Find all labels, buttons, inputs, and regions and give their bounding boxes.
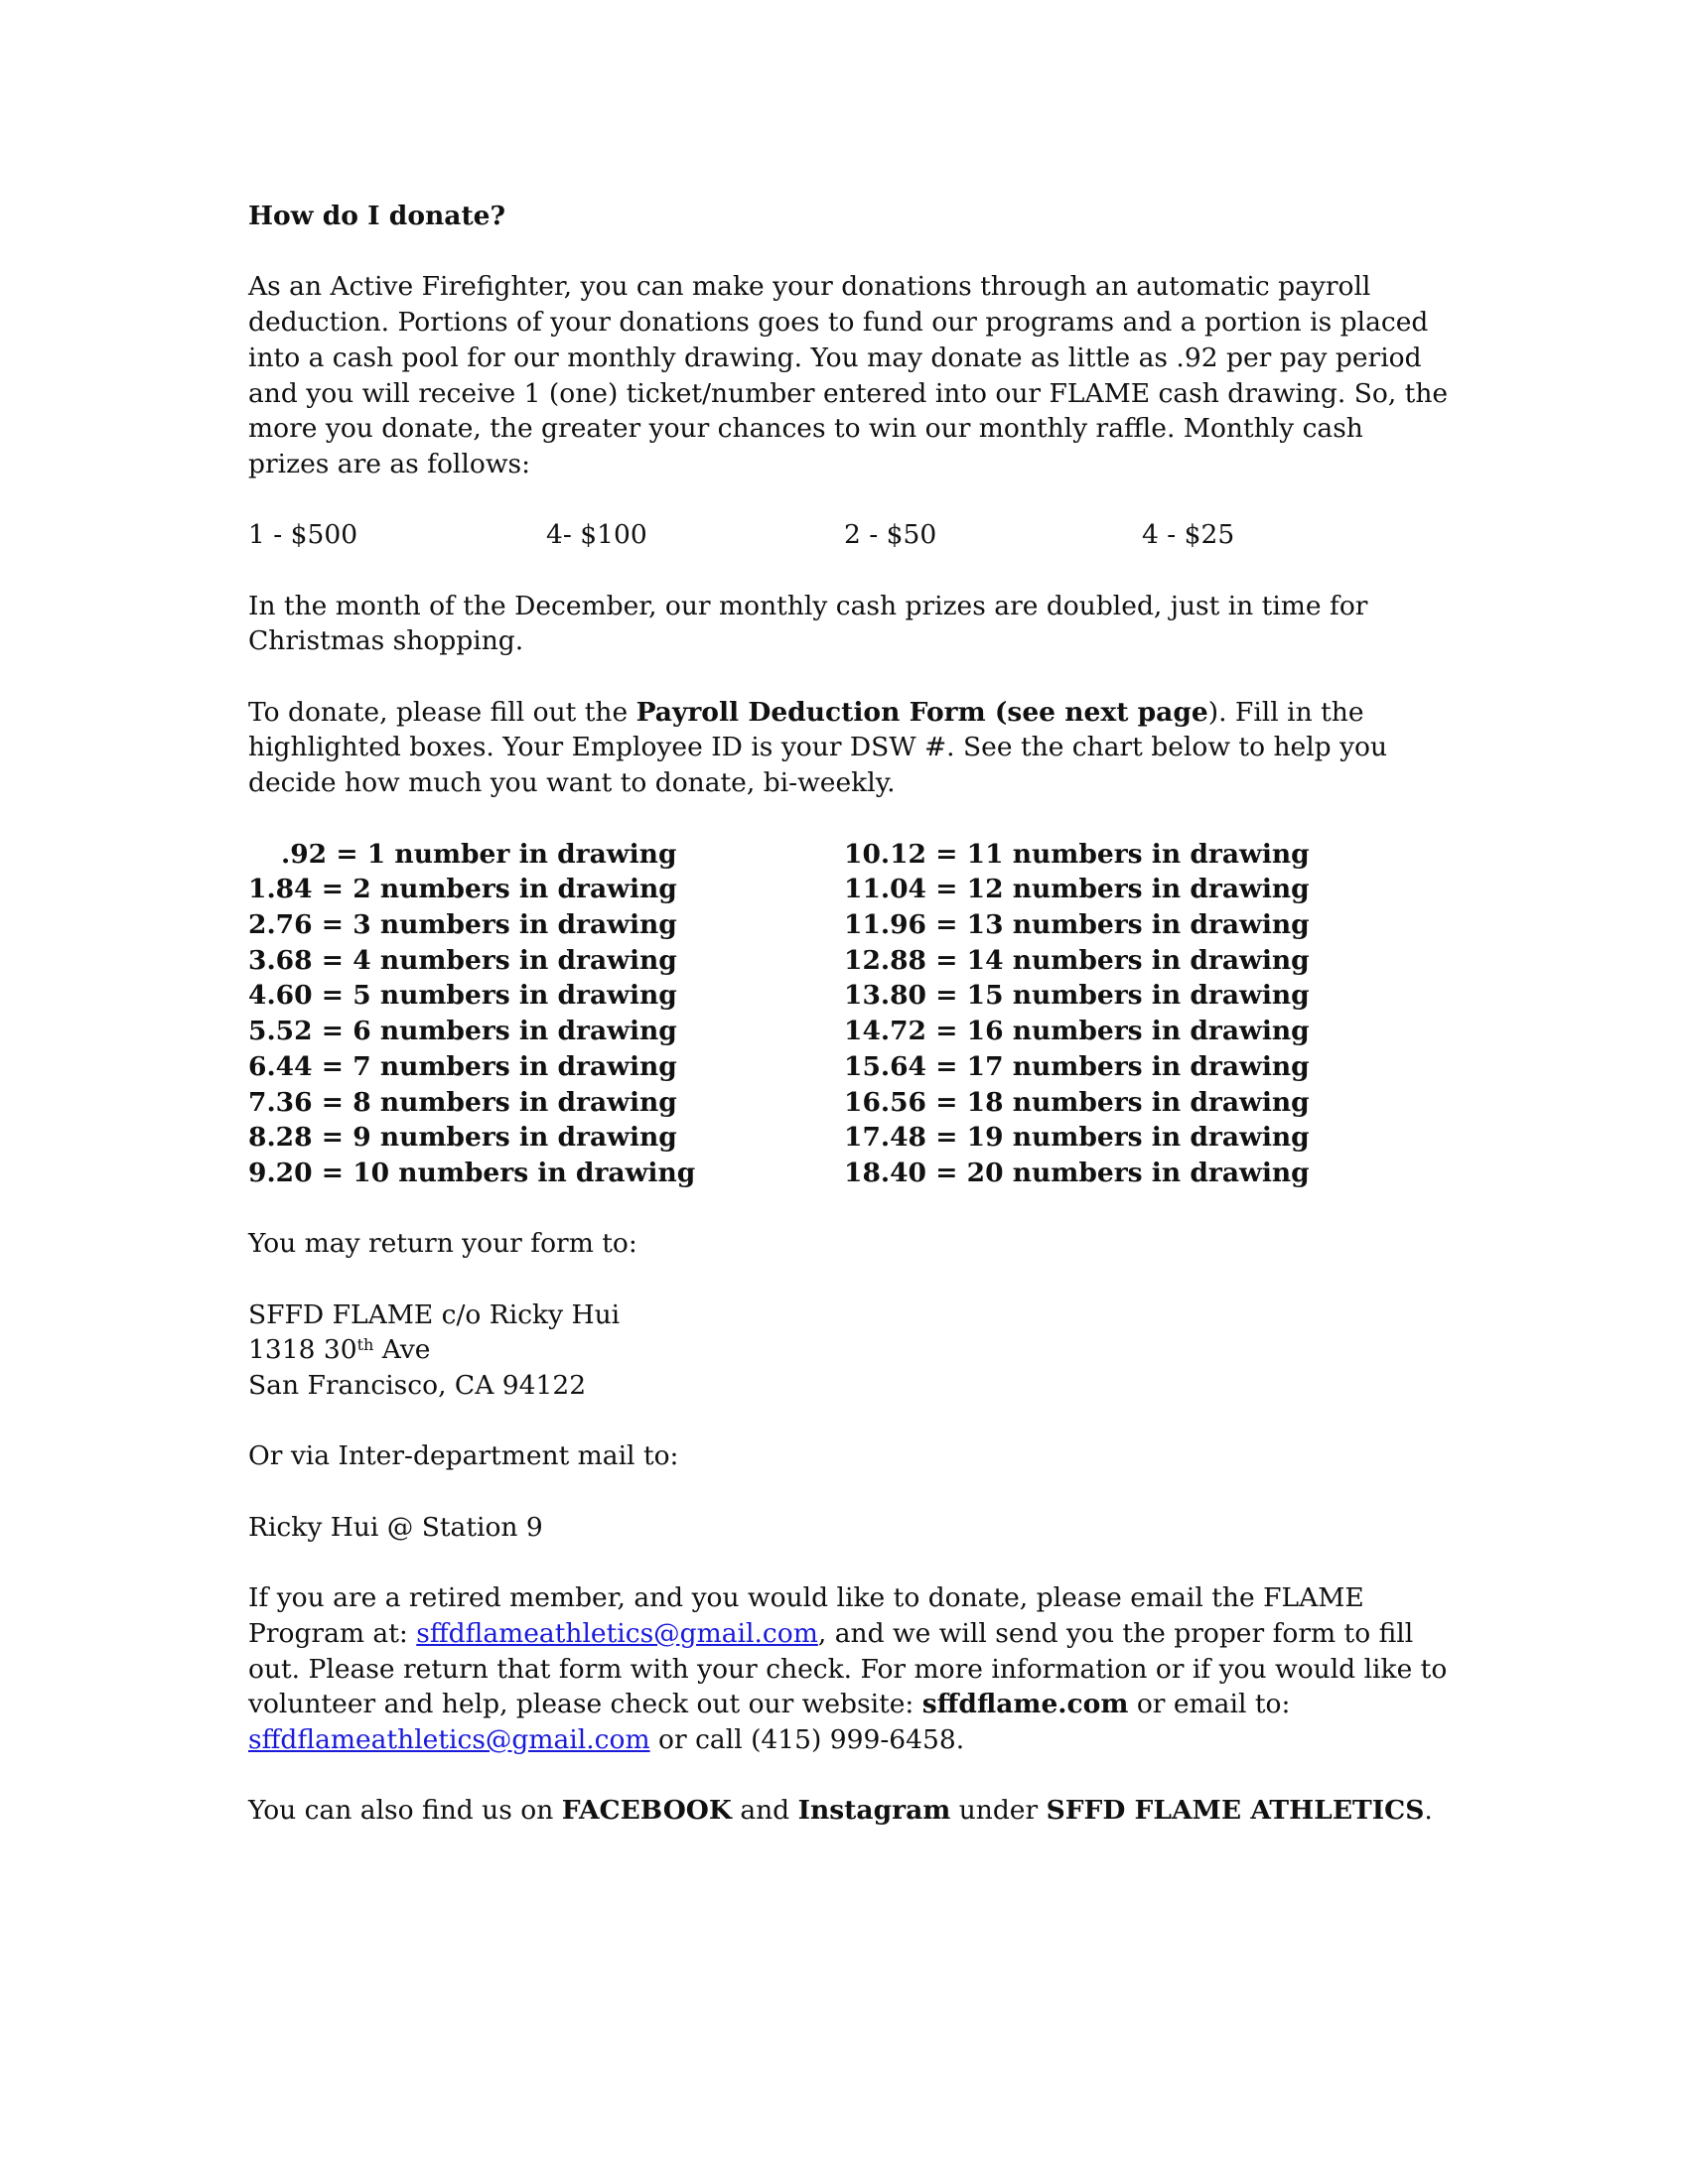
chart-row: 12.88 = 14 numbers in drawing <box>844 944 1310 976</box>
address-line: San Francisco, CA 94122 <box>248 1370 587 1402</box>
social-paragraph <box>248 1793 1450 1829</box>
chart-row: 4.60 = 5 numbers in drawing <box>248 980 677 1012</box>
chart-row: 7.36 = 8 numbers in drawing <box>248 1086 677 1118</box>
social-text: You can also find us on <box>248 1795 562 1827</box>
website-name: sffdflame.com <box>921 1689 1129 1720</box>
chart-row: 10.12 = 11 numbers in drawing <box>844 838 1310 870</box>
chart-row: 13.80 = 15 numbers in drawing <box>844 980 1310 1012</box>
station-line: Ricky Hui @ Station 9 <box>248 1511 543 1543</box>
donate-text: To donate, please fill out the <box>248 696 636 728</box>
social-text: under <box>950 1795 1047 1827</box>
chart-row: 5.52 = 6 numbers in drawing <box>248 1016 677 1047</box>
donation-chart-left-column <box>248 837 844 1191</box>
social-text: and <box>731 1795 798 1827</box>
address-line: SFFD FLAME c/o Ricky Hui <box>248 1298 621 1330</box>
donation-chart-right-column <box>844 837 1310 1191</box>
chart-row: 1.84 = 2 numbers in drawing <box>248 874 677 905</box>
interdept-label: Or via Inter-department mail to: <box>248 1440 679 1472</box>
payroll-form-reference: Payroll Deduction Form (see next page <box>635 696 1208 728</box>
facebook-label: FACEBOOK <box>561 1795 732 1827</box>
mailing-address <box>248 1297 1450 1404</box>
retired-text: If you are a retired member, and you would like to donate, please email the FLAME Program at: <box>248 1582 1364 1649</box>
retired-text: or email to: <box>1128 1689 1291 1720</box>
email-link[interactable]: sffdflameathletics@gmail.com <box>416 1617 818 1649</box>
intro-paragraph: As an Active Firefighter, you can make your donations through an automatic payroll deduction. Portions of your donations goes to fund our programs and a portion is placed into a cash pool for our monthly drawing. You may donate as little as .92 per pay period and you will receive 1 (one) ticket/number entered into our FLAME cash drawing. So, the more you donate, the greater your chances to win our monthly raffle. Monthly cash prizes are as follows: <box>248 271 1449 479</box>
prize-item: 1 - $500 <box>248 519 358 551</box>
chart-row: .92 = 1 number in drawing <box>281 838 677 870</box>
chart-row: 6.44 = 7 numbers in drawing <box>248 1050 677 1082</box>
document-page <box>248 199 1450 1829</box>
instagram-label: Instagram <box>797 1795 951 1827</box>
street-name: Ave <box>373 1334 431 1366</box>
chart-row: 3.68 = 4 numbers in drawing <box>248 944 677 976</box>
donate-text: ). Fill in the highlighted boxes. Your Employee ID is your DSW #. See the chart below to help you decide how much you want to donate, bi-weekly. <box>248 696 1388 799</box>
chart-row: 11.04 = 12 numbers in drawing <box>844 874 1310 905</box>
prize-item: 2 - $50 <box>844 519 937 551</box>
chart-row: 2.76 = 3 numbers in drawing <box>248 908 677 940</box>
chart-row: 14.72 = 16 numbers in drawing <box>844 1016 1310 1047</box>
donation-chart <box>248 837 1450 1191</box>
street-number: 1318 30 <box>248 1334 357 1366</box>
chart-row: 11.96 = 13 numbers in drawing <box>844 908 1310 940</box>
donate-paragraph <box>248 695 1450 801</box>
address-line <box>248 1332 1450 1368</box>
prize-item: 4 - $25 <box>1142 519 1235 551</box>
email-link[interactable]: sffdflameathletics@gmail.com <box>248 1724 650 1756</box>
chart-row: 16.56 = 18 numbers in drawing <box>844 1086 1310 1118</box>
retired-text: , and we will send you the proper form to fill out. Please return that form with your check. For more information or if you would like to volunteer and help, please check out our website: <box>248 1617 1448 1720</box>
chart-row: 9.20 = 10 numbers in drawing <box>248 1157 696 1188</box>
retired-paragraph <box>248 1580 1450 1758</box>
prize-item: 4- $100 <box>546 519 647 551</box>
retired-text: or call (415) 999-6458. <box>649 1724 965 1756</box>
december-paragraph: In the month of the December, our monthly cash prizes are doubled, just in time for Christmas shopping. <box>248 590 1368 657</box>
organization-name: SFFD FLAME ATHLETICS <box>1046 1795 1425 1827</box>
prize-list <box>248 517 1450 553</box>
social-text: . <box>1424 1795 1433 1827</box>
return-label: You may return your form to: <box>248 1228 637 1260</box>
heading: How do I donate? <box>248 201 506 231</box>
chart-row: 8.28 = 9 numbers in drawing <box>248 1122 677 1154</box>
chart-row: 17.48 = 19 numbers in drawing <box>844 1122 1310 1154</box>
ordinal-suffix: th <box>356 1335 374 1355</box>
chart-row: 15.64 = 17 numbers in drawing <box>844 1050 1310 1082</box>
chart-row: 18.40 = 20 numbers in drawing <box>844 1157 1310 1188</box>
